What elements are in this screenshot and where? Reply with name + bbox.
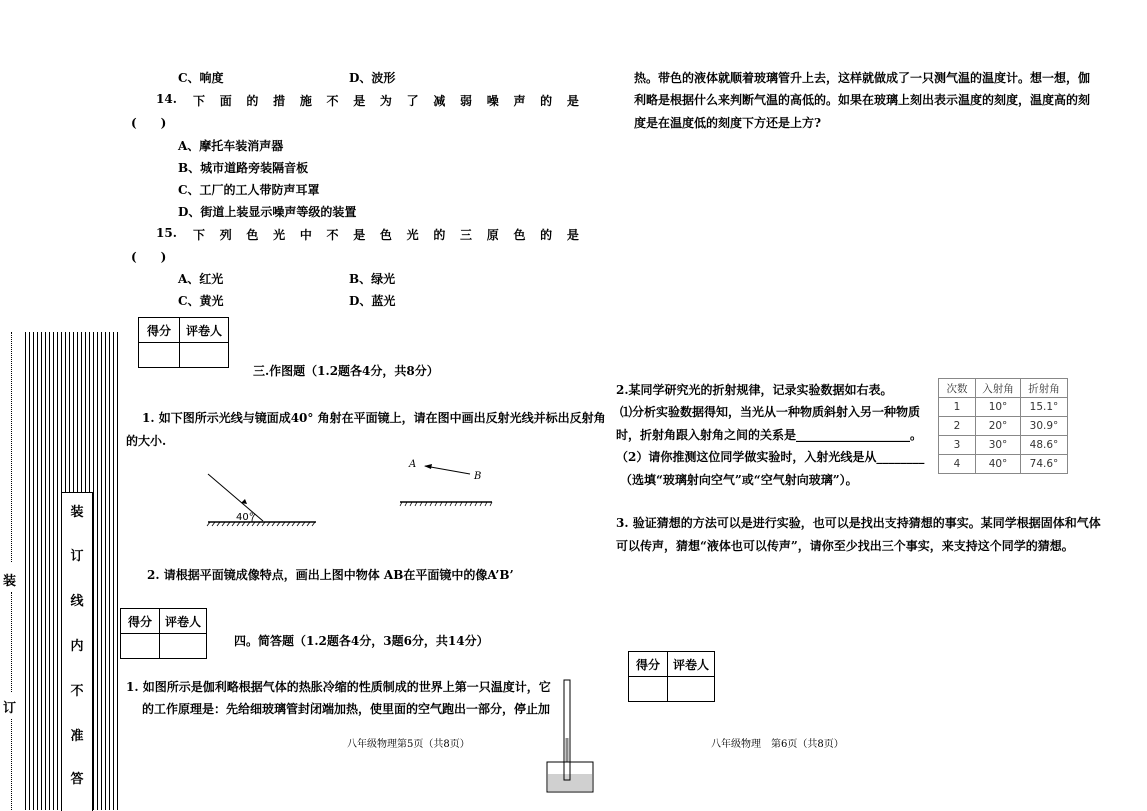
object-ab-line — [425, 466, 470, 474]
stem-char: 的 — [540, 228, 553, 242]
point-a-label: A — [409, 459, 417, 470]
table-cell: 10° — [976, 398, 1021, 417]
q15-option-d: D、蓝光 — [349, 294, 396, 308]
stem-char: 为 — [379, 94, 392, 108]
q14-number: 14. — [156, 92, 177, 106]
q13-option-d: D、波形 — [349, 71, 396, 85]
q4-2-text: 2.某同学研究光的折射规律，记录实验数据如右表。 — [616, 383, 893, 397]
stem-char: 列 — [219, 228, 232, 242]
table-cell: 30.9° — [1021, 417, 1068, 436]
stem-char: 不 — [326, 94, 339, 108]
stem-char: 措 — [273, 94, 286, 108]
table-row — [939, 398, 1068, 417]
right-page-footer: 八年级物理 第6页（共8页） — [711, 739, 844, 750]
q14-option-a: A、摩托车装消声器 — [178, 139, 284, 153]
object-ab-figure — [398, 454, 494, 510]
grader-cell[interactable] — [668, 677, 715, 702]
q4-2-part2: （2）请你推测这位同学做实验时，入射光线是从________ — [616, 450, 925, 464]
cut-line — [11, 592, 12, 692]
refraction-data-table — [938, 378, 1068, 474]
stem-char: 的 — [246, 94, 259, 108]
q13-option-c: C、响度 — [178, 71, 224, 85]
cut-line — [11, 332, 12, 562]
q14-option-d: D、街道上装显示噪声等级的装置 — [178, 205, 357, 219]
score-label: 得分 — [139, 318, 180, 343]
table-cell: 3 — [939, 436, 976, 455]
q4-1-question: 度是在温度低的刻度下方还是上方? — [634, 116, 822, 130]
table-header: 次数 — [939, 379, 976, 398]
table-cell: 4 — [939, 455, 976, 474]
q14-stem — [193, 92, 579, 109]
stem-char: 施 — [299, 94, 312, 108]
stem-char: 的 — [433, 228, 446, 242]
q4-2-part2-hint: （选填“玻璃射向空气”或“空气射向玻璃”）。 — [620, 473, 858, 487]
stem-char: 是 — [566, 228, 579, 242]
q4-3-text-cont: 可以传声，猜想“液体也可以传声”，请你至少找出三个事实，来支持这个同学的猜想。 — [616, 539, 1074, 553]
stem-char: 中 — [299, 228, 312, 242]
q4-1-continued: 利略是根据什么来判断气温的高低的。如果在玻璃上刻出表示温度的刻度，温度高的刻 — [634, 93, 1091, 107]
stem-char: 色 — [379, 228, 392, 242]
q14-answer-paren: ( ) — [131, 116, 167, 130]
table-header: 折射角 — [1021, 379, 1068, 398]
stem-char: 原 — [486, 228, 499, 242]
table-cell: 20° — [976, 417, 1021, 436]
q3-1-text-cont: 的大小. — [126, 434, 167, 448]
score-cell[interactable] — [139, 343, 180, 368]
q4-1-text-cont: 的工作原理是：先给细玻璃管封闭端加热，使里面的空气跑出一部分，停止加 — [142, 702, 551, 716]
stem-char: 减 — [433, 94, 446, 108]
stem-char: 是 — [353, 94, 366, 108]
table-cell: 1 — [939, 398, 976, 417]
score-cell[interactable] — [121, 634, 160, 659]
stem-char: 噪 — [486, 94, 499, 108]
score-box — [138, 317, 229, 368]
binding-char: 准 — [70, 729, 84, 744]
binding-label-box — [61, 492, 93, 811]
table-row — [939, 417, 1068, 436]
binding-char: 线 — [70, 594, 84, 609]
object-arrow-icon — [424, 464, 432, 469]
q4-2-part1-blank: 时，折射角跟入射角之间的关系是___________________。 — [616, 428, 923, 442]
q14-option-b: B、城市道路旁装隔音板 — [178, 161, 309, 175]
table-header: 入射角 — [976, 379, 1021, 398]
binding-char: 订 — [70, 549, 84, 564]
q15-answer-paren: ( ) — [131, 250, 167, 264]
point-b-label: B — [474, 471, 482, 482]
mirror-ray-figure — [200, 466, 320, 530]
grader-label: 评卷人 — [180, 318, 229, 343]
grader-cell[interactable] — [180, 343, 229, 368]
section3-title: 三.作图题（1.2题各4分，共8分） — [253, 364, 439, 378]
section4-title: 四。简答题（1.2题各4分，3题6分，共14分） — [234, 634, 489, 648]
side-char: 装 — [3, 574, 17, 589]
q14-option-c: C、工厂的工人带防声耳罩 — [178, 183, 320, 197]
stem-char: 的 — [540, 94, 553, 108]
stem-char: 面 — [219, 94, 232, 108]
cut-line — [11, 719, 12, 810]
binding-char: 内 — [70, 639, 84, 654]
table-cell: 30° — [976, 436, 1021, 455]
binding-char: 装 — [70, 505, 84, 520]
grader-label: 评卷人 — [160, 609, 207, 634]
q4-2-part1: ⑴分析实验数据得知，当光从一种物质斜射入另一种物质 — [620, 405, 921, 419]
stem-char: 光 — [273, 228, 286, 242]
table-cell: 2 — [939, 417, 976, 436]
side-char: 订 — [3, 701, 17, 716]
table-cell: 40° — [976, 455, 1021, 474]
q4-3-text: 3. 验证猜想的方法可以是进行实验，也可以是找出支持猜想的事实。某同学根据固体和气体 — [616, 516, 1101, 530]
binding-char: 不 — [70, 684, 84, 699]
q15-option-b: B、绿光 — [349, 272, 396, 286]
stem-char: 声 — [513, 94, 526, 108]
score-box — [120, 608, 207, 659]
stem-char: 色 — [246, 228, 259, 242]
q15-option-a: A、红光 — [178, 272, 224, 286]
score-cell[interactable] — [629, 677, 668, 702]
angle-label: 40° — [236, 512, 254, 523]
table-row — [939, 436, 1068, 455]
stem-char: 色 — [513, 228, 526, 242]
score-box — [628, 651, 715, 702]
q15-stem — [193, 226, 579, 243]
stem-char: 弱 — [460, 94, 473, 108]
table-cell: 48.6° — [1021, 436, 1068, 455]
stem-char: 了 — [406, 94, 419, 108]
grader-cell[interactable] — [160, 634, 207, 659]
stem-char: 不 — [326, 228, 339, 242]
stem-char: 三 — [460, 228, 473, 242]
q4-1-text: 1. 如图所示是伽利略根据气体的热胀冷缩的性质制成的世界上第一只温度计，它 — [126, 680, 551, 694]
q3-2-text: 2. 请根据平面镜成像特点，画出上图中物体 AB在平面镜中的像A’B’ — [147, 568, 514, 582]
q15-number: 15. — [156, 226, 177, 240]
stem-char: 下 — [193, 94, 206, 108]
score-label: 得分 — [121, 609, 160, 634]
table-cell: 15.1° — [1021, 398, 1068, 417]
binding-char: 答 — [70, 772, 84, 787]
table-header-row — [939, 379, 1068, 398]
q3-1-text: 1. 如下图所示光线与镜面成40° 角射在平面镜上，请在图中画出反射光线并标出反射角 — [142, 411, 606, 425]
score-label: 得分 — [629, 652, 668, 677]
table-row — [939, 455, 1068, 474]
q4-1-continued: 热。带色的液体就顺着玻璃管升上去，这样就做成了一只测气温的温度计。想一想，伽 — [634, 71, 1091, 85]
stem-char: 光 — [406, 228, 419, 242]
stem-char: 是 — [566, 94, 579, 108]
stem-char: 下 — [193, 228, 206, 242]
stem-char: 是 — [353, 228, 366, 242]
galileo-thermometer-figure — [545, 678, 595, 810]
grader-label: 评卷人 — [668, 652, 715, 677]
table-cell: 74.6° — [1021, 455, 1068, 474]
left-page-footer: 八年级物理第5页（共8页） — [347, 739, 470, 750]
q15-option-c: C、黄光 — [178, 294, 224, 308]
